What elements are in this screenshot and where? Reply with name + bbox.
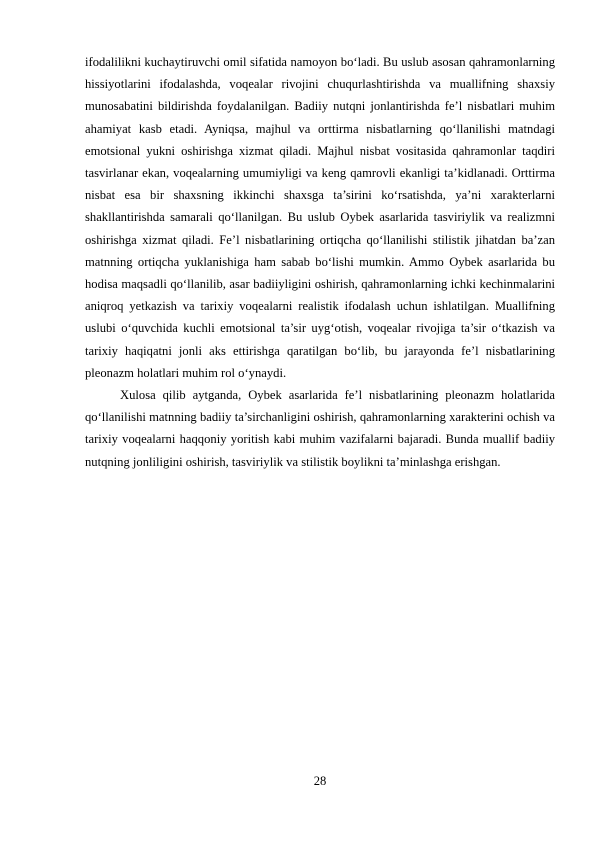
paragraph-2: Xulosa qilib aytganda, Oybek asarlarida fe’l nisbatlarining pleonazm holatlarida qo‘llanilishi matnning badiiy ta’sirchanligini oshirish, qahramonlarning xarakterini ochish va tarixiy voqealarni haqqoniy yoritish kabi muhim vazifalarni bajaradi. Bunda muallif badiiy nutqning jonliligini oshirish, tasviriylik va stilistik boylikni ta’minlashga erishgan. (85, 388, 555, 469)
body-text (85, 51, 555, 473)
paragraph-1: ifodalilikni kuchaytiruvchi omil sifatida namoyon bo‘ladi. Bu uslub asosan qahramonlarning hissiyotlarini ifodalashda, voqealar rivojini chuqurlashtirishda va muallifning shaxsiy munosabatini bildirishda foydalanilgan. Badiiy nutqni jonlantirishda fe’l nisbatlari muhim ahamiyat kasb etadi. Ayniqsa, majhul va orttirma nisbatlarning qo‘llanilishi matndagi emotsional yukni oshirishga xizmat qiladi. Majhul nisbat vositasida qahramonlar taqdiri tasvirlanar ekan, voqealarning umumiyligi va keng qamrovli ekanligi ta’kidlanadi. Orttirma nisbat esa bir shaxsning ikkinchi shaxsga ta’sirini ko‘rsatishda, ya’ni xarakterlarni shakllantirishda samarali qo‘llanilgan. Bu uslub Oybek asarlarida tasviriylik va realizmni oshirishga xizmat qiladi. Fe’l nisbatlarining ortiqcha qo‘llanilishi stilistik jihatdan ba’zan matnning ortiqcha yuklanishiga ham sabab bo‘lishi mumkin. Ammo Oybek asarlarida bu hodisa maqsadli qo‘llanilib, asar badiiyligini oshirish, qahramonlarning ichki kechinmalarini aniqroq yetkazish va tarixiy voqealarni realistik ifodalash uchun ishlatilgan. Muallifning uslubi o‘quvchida kuchli emotsional ta’sir uyg‘otish, voqealar rivojiga ta’sir o‘tkazish va tarixiy haqiqatni jonli aks ettirishga qaratilgan bo‘lib, bu jarayonda fe’l nisbatlarining pleonazm holatlari muhim rol o‘ynaydi. (85, 55, 555, 380)
page-number: 28 (313, 774, 327, 788)
